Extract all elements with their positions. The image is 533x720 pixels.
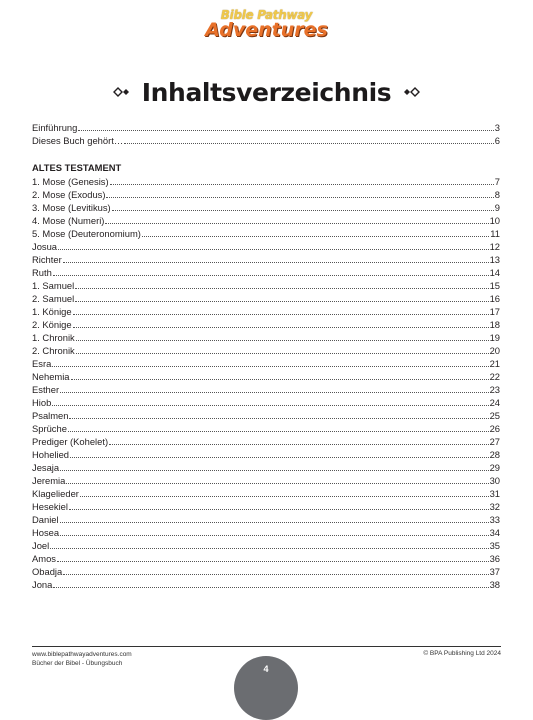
toc-row: [32, 382, 500, 395]
toc-entry-page: 3: [494, 122, 500, 133]
toc-row: [32, 291, 500, 304]
intro-list: [32, 120, 500, 146]
toc-entry-label: Psalmen: [32, 410, 69, 421]
toc-entry-label: Obadja: [32, 566, 63, 577]
right-diamond-ornament-icon: [401, 86, 423, 98]
toc-entry-page: 31: [489, 488, 500, 499]
toc-entry-page: 35: [489, 540, 500, 551]
toc-row: [32, 577, 500, 590]
toc-entry-page: 9: [494, 202, 500, 213]
toc-entry-label: Jeremia: [32, 475, 66, 486]
toc-entry-label: Richter: [32, 254, 62, 265]
dot-leader: [106, 197, 493, 198]
toc-row: [32, 239, 500, 252]
page-number: 4: [263, 664, 269, 674]
toc-row: [32, 330, 500, 343]
dot-leader: [60, 392, 488, 393]
dot-leader: [60, 535, 488, 536]
dot-leader: [57, 561, 489, 562]
toc-entry-label: 2. Chronik: [32, 345, 75, 356]
toc-row: [32, 356, 500, 369]
footer-divider: [32, 646, 501, 647]
toc-entry-page: 37: [489, 566, 500, 577]
dot-leader: [69, 509, 489, 510]
toc-entry-page: 8: [494, 189, 500, 200]
toc-row: [32, 265, 500, 278]
toc-row: [32, 343, 500, 356]
toc-entry-label: Esra: [32, 358, 52, 369]
dot-leader: [75, 288, 488, 289]
table-of-contents: [32, 120, 500, 590]
toc-entry-page: 16: [489, 293, 500, 304]
toc-row: [32, 473, 500, 486]
toc-entry-label: Daniel: [32, 514, 59, 525]
toc-entry-label: 1. Chronik: [32, 332, 75, 343]
dot-leader: [109, 444, 488, 445]
dot-leader: [78, 130, 493, 131]
toc-entry-page: 28: [489, 449, 500, 460]
toc-entry-label: Joel: [32, 540, 50, 551]
toc-entry-label: Hosea: [32, 527, 60, 538]
toc-entry-label: Jesaja: [32, 462, 60, 473]
toc-entry-page: 15: [489, 280, 500, 291]
toc-entry-page: 14: [489, 267, 500, 278]
dot-leader: [66, 483, 488, 484]
toc-entry-label: Prediger (Kohelet): [32, 436, 109, 447]
logo-line1: Bible Pathway: [220, 8, 313, 22]
toc-row: [32, 525, 500, 538]
toc-entry-label: Hiob: [32, 397, 52, 408]
dot-leader: [105, 223, 488, 224]
dot-leader: [124, 143, 494, 144]
title-row: [0, 74, 533, 110]
dot-leader: [50, 548, 488, 549]
publisher-logo: [0, 8, 533, 41]
dot-leader: [63, 574, 488, 575]
dot-leader: [52, 366, 488, 367]
toc-row: [32, 512, 500, 525]
toc-row: [32, 460, 500, 473]
dot-leader: [71, 379, 489, 380]
toc-entry-label: Hohelied: [32, 449, 70, 460]
toc-entry-label: 5. Mose (Deuteronomium): [32, 228, 141, 239]
left-diamond-ornament-icon: [110, 86, 132, 98]
toc-entry-label: Esther: [32, 384, 60, 395]
dot-leader: [70, 457, 489, 458]
dot-leader: [76, 340, 489, 341]
toc-row: [32, 317, 500, 330]
dot-leader: [112, 210, 494, 211]
toc-row: [32, 551, 500, 564]
toc-entry-label: Nehemia: [32, 371, 70, 382]
toc-entry-page: 27: [489, 436, 500, 447]
footer-website: www.biblepathwayadventures.com: [32, 651, 132, 658]
toc-entry-page: 24: [489, 397, 500, 408]
section-heading: ALTES TESTAMENT: [32, 162, 122, 173]
toc-entry-page: 33: [489, 514, 500, 525]
toc-entry-page: 10: [489, 215, 500, 226]
dot-leader: [142, 236, 489, 237]
toc-row: [32, 564, 500, 577]
dot-leader: [63, 262, 489, 263]
toc-entry-page: 7: [494, 176, 500, 187]
toc-row: [32, 187, 500, 200]
toc-entry-label: Klagelieder: [32, 488, 79, 499]
toc-entry-page: 20: [489, 345, 500, 356]
toc-entry-label: 1. Könige: [32, 306, 72, 317]
toc-entry-page: 13: [489, 254, 500, 265]
toc-entry-label: Josua: [32, 241, 58, 252]
footer-copyright: © BPA Publishing Ltd 2024: [423, 650, 501, 657]
toc-entry-page: 36: [489, 553, 500, 564]
toc-row: [32, 395, 500, 408]
dot-leader: [53, 587, 488, 588]
toc-row: [32, 499, 500, 512]
toc-entry-label: 3. Mose (Levitikus): [32, 202, 111, 213]
toc-row: [32, 421, 500, 434]
dot-leader: [52, 405, 488, 406]
toc-row: [32, 486, 500, 499]
dot-leader: [110, 184, 494, 185]
toc-row: [32, 174, 500, 187]
toc-row: [32, 369, 500, 382]
toc-entry-label: Ruth: [32, 267, 52, 278]
toc-entry-page: 22: [489, 371, 500, 382]
toc-entry-page: 29: [489, 462, 500, 473]
toc-entry-page: 18: [489, 319, 500, 330]
toc-entry-label: 2. Mose (Exodus): [32, 189, 106, 200]
toc-row: [32, 200, 500, 213]
dot-leader: [68, 431, 489, 432]
toc-entry-label: 4. Mose (Numeri): [32, 215, 105, 226]
toc-entry-page: 34: [489, 527, 500, 538]
toc-entry-page: 38: [489, 579, 500, 590]
toc-entry-page: 11: [490, 228, 500, 239]
dot-leader: [75, 301, 488, 302]
toc-row: [32, 447, 500, 460]
page-title: Inhaltsverzeichnis: [141, 77, 392, 107]
toc-row: [32, 133, 500, 146]
toc-row: [32, 120, 500, 133]
toc-row: [32, 304, 500, 317]
toc-entry-label: 2. Könige: [32, 319, 72, 330]
toc-entry-page: 21: [489, 358, 500, 369]
dot-leader: [69, 418, 488, 419]
toc-entry-page: 32: [489, 501, 500, 512]
toc-entry-label: 1. Samuel: [32, 280, 75, 291]
dot-leader: [80, 496, 489, 497]
toc-row: [32, 213, 500, 226]
toc-entry-label: Einführung: [32, 122, 78, 133]
footer-book-title: Bücher der Bibel - Übungsbuch: [32, 660, 123, 667]
dot-leader: [76, 353, 489, 354]
toc-entry-page: 12: [489, 241, 500, 252]
toc-entry-label: Hesekiel: [32, 501, 68, 512]
toc-entry-label: 1. Mose (Genesis): [32, 176, 109, 187]
toc-row: [32, 434, 500, 447]
logo-line2: Adventures: [205, 19, 328, 41]
toc-entry-label: 2. Samuel: [32, 293, 75, 304]
toc-row: [32, 226, 500, 239]
dot-leader: [60, 470, 488, 471]
dot-leader: [58, 249, 489, 250]
page-number-tab: [234, 656, 298, 720]
toc-entry-page: 6: [494, 135, 500, 146]
dot-leader: [53, 275, 489, 276]
dot-leader: [73, 327, 489, 328]
toc-row: [32, 252, 500, 265]
toc-row: [32, 278, 500, 291]
toc-entry-page: 17: [489, 306, 500, 317]
toc-entry-page: 25: [489, 410, 500, 421]
dot-leader: [60, 522, 489, 523]
toc-entry-page: 26: [489, 423, 500, 434]
toc-entry-page: 30: [489, 475, 500, 486]
footer-left: [32, 650, 132, 668]
toc-entry-page: 19: [489, 332, 500, 343]
dot-leader: [73, 314, 489, 315]
toc-entry-label: Dieses Buch gehört…: [32, 135, 124, 146]
toc-row: [32, 408, 500, 421]
entry-list: [32, 174, 500, 590]
toc-entry-label: Jona: [32, 579, 53, 590]
toc-entry-label: Sprüche: [32, 423, 67, 434]
toc-entry-page: 23: [489, 384, 500, 395]
toc-row: [32, 538, 500, 551]
toc-entry-label: Amos: [32, 553, 56, 564]
